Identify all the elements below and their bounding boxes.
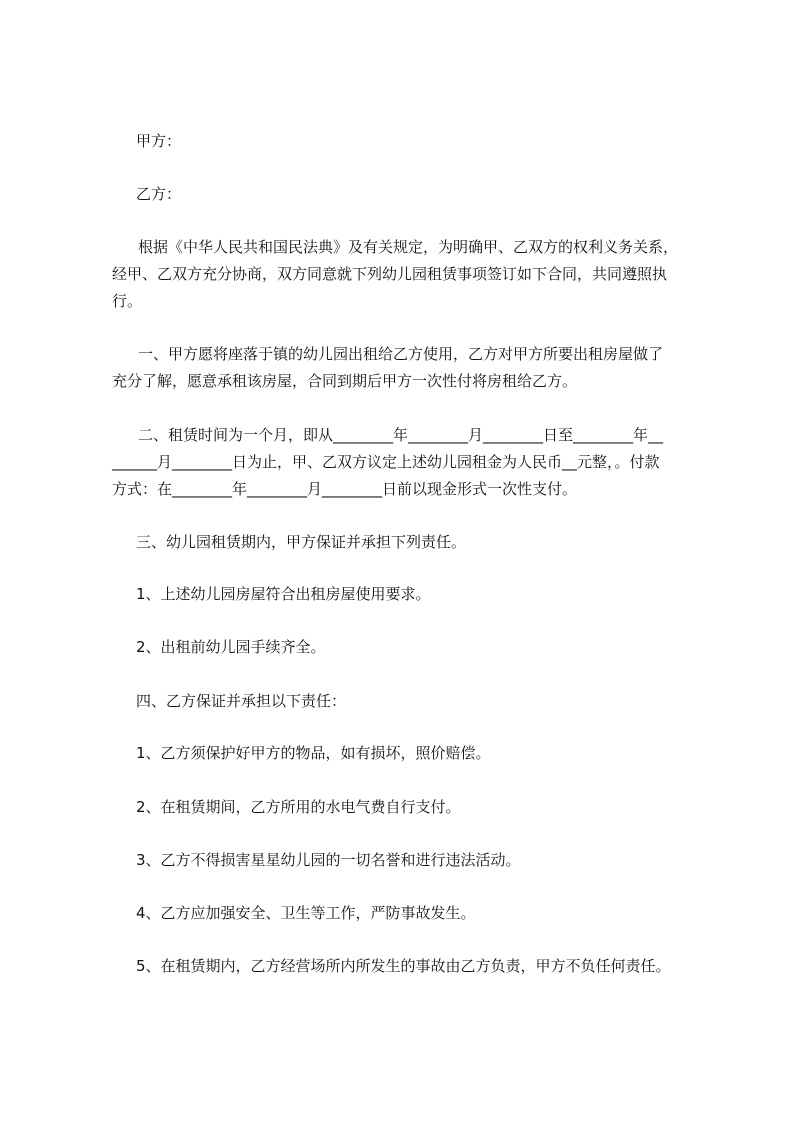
clause-4-title: [108, 688, 708, 715]
party-a-label: 甲方：: [136, 132, 182, 150]
clause-4-title-text: 四、乙方保证并承担以下责任：: [136, 692, 347, 710]
clause-1-line-2: 充分了解，愿意承租该房屋，合同到期后甲方一次性付将房租给乙方。: [112, 372, 578, 390]
clause-3-item-2: [108, 634, 708, 661]
clause-2-line-3: 方式：在________年________月________日前以现金形式一次性支付。: [112, 480, 578, 498]
clause-4-item-1-text: 1、乙方须保护好甲方的物品，如有损坏，照价赔偿。: [136, 744, 491, 762]
clause-2-line-1: 二、租赁时间为一个月，即从________年________月________日至________年__: [138, 426, 664, 444]
clause-1-line-1: 一、甲方愿将座落于镇的幼儿园出租给乙方使用，乙方对甲方所要出租房屋做了: [138, 345, 664, 363]
party-b-line: [108, 181, 708, 208]
clause-3-item-1: [108, 581, 708, 608]
clause-4-item-1: [108, 740, 708, 767]
party-a-line: [108, 128, 708, 155]
clause-4-item-3-text: 3、乙方不得损害星星幼儿园的一切名誉和进行违法活动。: [136, 851, 521, 869]
clause-3-title: [108, 529, 708, 556]
clause-2-paragraph: [108, 422, 708, 503]
intro-line-3: 行。: [112, 292, 143, 310]
clause-4-item-3: [108, 847, 708, 874]
clause-4-item-2: [108, 794, 708, 821]
clause-3-item-2-text: 2、出租前幼儿园手续齐全。: [136, 638, 326, 656]
party-b-label: 乙方：: [136, 185, 182, 203]
clause-3-item-1-text: 1、上述幼儿园房屋符合出租房屋使用要求。: [136, 585, 431, 603]
clause-4-item-5: [108, 953, 708, 980]
clause-2-line-2: ______月________日为止，甲、乙双方议定上述幼儿园租金为人民币__元整，。付款: [112, 453, 660, 471]
clause-4-item-2-text: 2、在租赁期间，乙方所用的水电气费自行支付。: [136, 798, 461, 816]
intro-paragraph: [108, 234, 708, 315]
clause-4-item-4: [108, 900, 708, 927]
clause-3-title-text: 三、幼儿园租赁期内，甲方保证并承担下列责任。: [136, 533, 467, 551]
intro-line-1: 根据《中华人民共和国民法典》及有关规定，为明确甲、乙双方的权利义务关系，: [138, 238, 679, 256]
clause-4-item-5-text: 5、在租赁期内，乙方经营场所内所发生的事故由乙方负责，甲方不负任何责任。: [136, 957, 671, 975]
clause-1-paragraph: [108, 341, 708, 395]
clause-4-item-4-text: 4、乙方应加强安全、卫生等工作，严防事故发生。: [136, 904, 476, 922]
intro-line-2: 经甲、乙双方充分协商，双方同意就下列幼儿园租赁事项签订如下合同，共同遵照执: [112, 265, 668, 283]
